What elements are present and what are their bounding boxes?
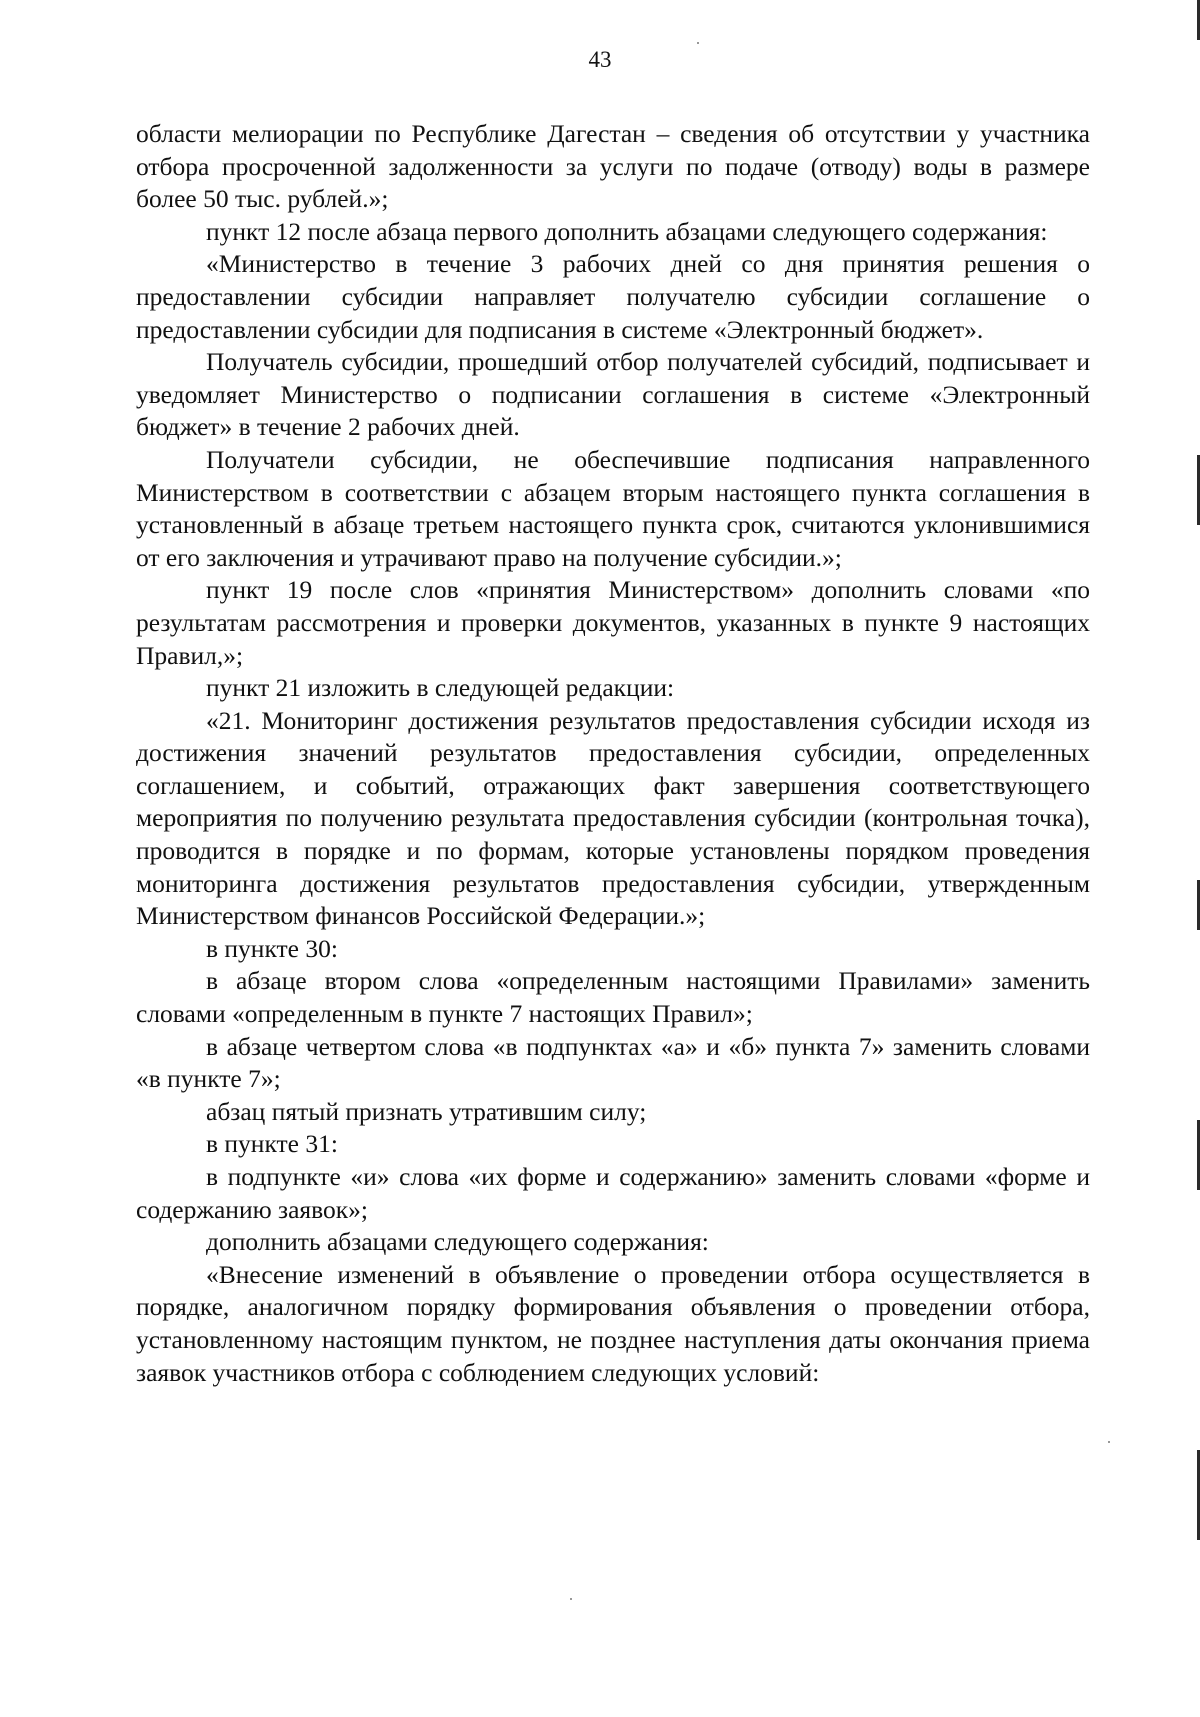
paragraph: области мелиорации по Республике Дагестан – сведения об отсутствии у участника отбора просроченной задолженности за услуги по подаче (отводу) воды в размере более 50 тыс. рублей.»; xyxy=(136,119,1090,214)
paragraph: в абзаце четвертом слова «в подпунктах «а» и «б» пункта 7» заменить словами «в пункте 7»; xyxy=(136,1031,1090,1094)
scan-speck xyxy=(697,42,699,44)
paragraph: пункт 21 изложить в следующей редакции: xyxy=(206,673,675,703)
paragraph: в пункте 30: xyxy=(206,933,338,963)
paragraph: «Министерство в течение 3 рабочих дней со дня принятия решения о предоставлении субсидии направляет получателю субсидии соглашение о предоставлении субсидии для подписания в системе «Электронный бюджет». xyxy=(136,249,1090,344)
page-number: 43 xyxy=(588,47,612,72)
paragraph: в подпункте «и» слова «их форме и содержанию» заменить словами «форме и содержанию заявок»; xyxy=(136,1162,1090,1224)
paragraph: пункт 12 после абзаца первого дополнить абзацами следующего содержания: xyxy=(206,216,1048,246)
paragraph: Получатели субсидии, не обеспечившие подписания направленного Министерством в соответствии с абзацем вторым настоящего пункта соглашения в установленный в абзаце третьем настоящего пункта срок, считаются уклонившимися от его заключения и утрачивают право на получение субсидии.»; xyxy=(136,444,1090,572)
paragraph: «21. Мониторинг достижения результатов предоставления субсидии исходя из достижения значений результатов предоставления субсидии, определенных соглашением, и событий, отражающих факт завершения соответствующего мероприятия по получению результата предоставления субсидии (контрольная точка), проводится в порядке и по формам, которые установлены порядком проведения мониторинга достижения результатов предоставления субсидии, утвержденным Министерством финансов Российской Федерации.»; xyxy=(136,705,1090,931)
scan-speck xyxy=(1108,1441,1110,1443)
paragraph: «Внесение изменений в объявление о проведении отбора осуществляется в порядке, аналогичном порядку формирования объявления о проведении отбора, установленному настоящим пунктом, не позднее наступления даты окончания приема заявок участников отбора с соблюдением следующих условий: xyxy=(136,1259,1090,1387)
scan-speck xyxy=(570,1598,572,1600)
paragraph: пункт 19 после слов «принятия Министерством» дополнить словами «по результатам рассмотрения и проверки документов, указанных в пункте 9 настоящих Правил,»; xyxy=(136,575,1090,670)
paragraph: абзац пятый признать утратившим силу; xyxy=(206,1096,647,1126)
document-body xyxy=(136,118,1090,1389)
paragraph: Получатель субсидии, прошедший отбор получателей субсидий, подписывает и уведомляет Министерство о подписании соглашения в системе «Электронный бюджет» в течение 2 рабочих дней. xyxy=(136,347,1090,442)
paragraph: дополнить абзацами следующего содержания: xyxy=(206,1227,709,1257)
paragraph: в пункте 31: xyxy=(206,1129,338,1159)
paragraph: в абзаце втором слова «определенным настоящими Правилами» заменить словами «определенным в пункте 7 настоящих Правил»; xyxy=(136,966,1090,1029)
